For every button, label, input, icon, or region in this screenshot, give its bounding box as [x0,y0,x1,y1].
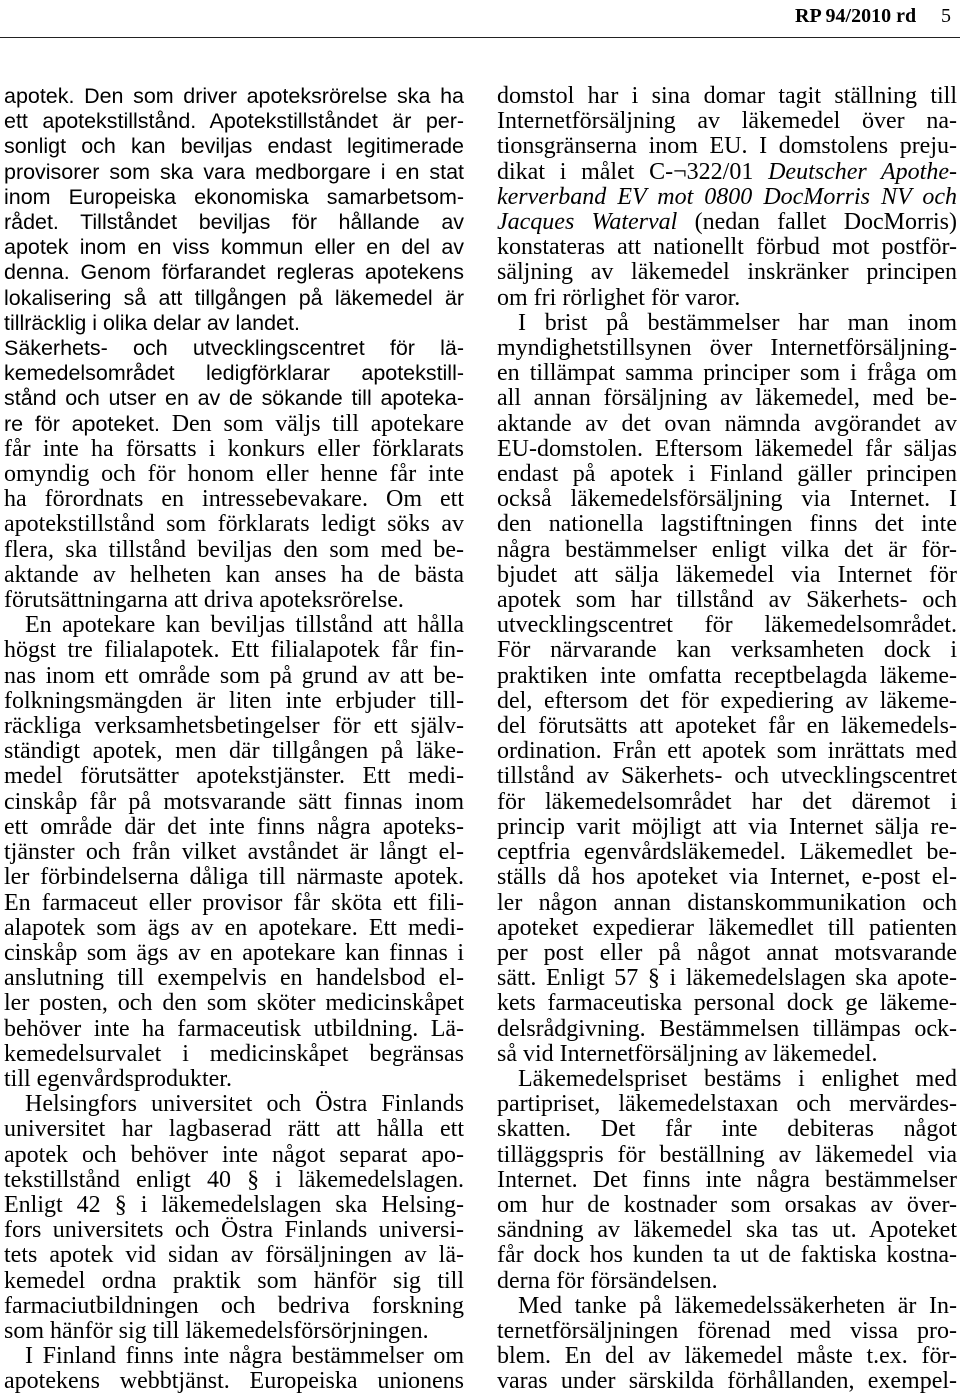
text-segment: domstol har i sina domar tagit ställning till [497,83,957,109]
text-line [4,916,464,941]
text-segment: apotekstillstånd som förklarats ledigt söks av [4,511,464,538]
text-segment: En apotekare kan beviljas tillstånd att hålla [25,612,464,639]
text-line [497,865,957,890]
text-line [4,1294,464,1319]
text-line [4,664,464,689]
text-segment: förutsättningarna att driva apoteksrörelse. [4,587,404,614]
text-line [4,1269,464,1294]
text-line [497,84,957,109]
text-segment: konstateras att nationellt förbud mot postför- [497,234,957,261]
text-segment: partipriset, läkemedelstaxan och mervärdes- [497,1091,957,1118]
text-segment: apotek inom en viss kommun eller en del av [4,235,464,260]
text-line [497,739,957,764]
text-line [4,134,464,159]
text-segment: denna. Genom förfarandet regleras apotekens [4,260,464,285]
text-segment: endast på apotek i Finland gäller principen [497,461,957,488]
emphasis-segment: Deutscher Apothe- [768,158,957,185]
text-line [4,638,464,663]
text-segment: cinskåp får på motsvarande sätt finnas inom [4,788,464,815]
text-line [4,613,464,638]
document-reference: RP 94/2010 rd [795,5,917,27]
text-segment: om fri rörlighet för varor. [497,284,741,311]
paragraph [497,1067,957,1294]
text-line [497,840,957,865]
text-line [497,160,957,185]
text-line [497,1218,957,1243]
text-segment: sonligt och kan beviljas endast legitimerade [4,134,464,159]
text-line [4,714,464,739]
text-line [4,815,464,840]
text-line [497,1243,957,1268]
text-segment: får dock hos kunden ta ut de faktiska kostna- [497,1242,957,1269]
paragraph [4,84,464,336]
text-line [4,1344,464,1369]
text-segment: fors universitets och Östra Finlands universi- [4,1217,464,1244]
text-line [4,739,464,764]
text-line [4,109,464,134]
text-segment: ler posten, och den som sköter medicinskåpet [4,990,464,1017]
text-segment: cinskåp som ägs av en apotekare kan finnas i [4,939,464,966]
text-line [4,1117,464,1142]
text-line [497,311,957,336]
text-segment: anslutning till exempelvis en handelsbod el- [4,965,464,992]
text-line [497,336,957,361]
text-segment: en tillämpat samma principer som i fråga om [497,360,957,387]
text-segment: EU-domstolen. Eftersom läkemedel får säljas [497,435,957,462]
text-segment: ställs då hos apoteket via Internet, e-post el- [497,864,957,891]
text-segment: del, eftersom det för expediering av läkeme- [497,687,957,714]
text-line [497,664,957,689]
text-line [497,109,957,134]
text-segment: praktiken inte omfatta receptbelagda läkeme- [497,662,957,689]
text-line [4,941,464,966]
text-line [497,790,957,815]
text-segment: omyndig och för honom eller henne får inte [4,461,464,488]
text-line [497,412,957,437]
text-line [497,1168,957,1193]
emphasis-segment: Jacques Waterval [497,209,678,236]
header-rule [0,37,960,38]
text-segment: Internetförsäljning av läkemedel över na- [497,108,957,135]
text-line [4,790,464,815]
paragraph [4,1344,464,1394]
text-line [497,588,957,613]
text-segment: provisorer som ska vara medborgare i en stat [4,159,464,184]
text-line [4,1243,464,1268]
text-segment: ordination. Från ett apotek som inrättats med [497,738,957,765]
text-line [497,1294,957,1319]
text-segment: får inte ha försatts i konkurs eller förklarats [4,435,464,462]
text-segment: bjudet att sälja läkemedel via Internet för [497,561,957,588]
text-line [497,185,957,210]
text-segment: ständigt apotek, men där tillgången på läke- [4,738,464,765]
text-segment: För närvarande kan verksamheten dock i [497,637,957,664]
text-line [497,437,957,462]
text-segment: derna för försändelsen. [497,1267,718,1294]
text-line [4,412,464,437]
text-segment: ler någon annan distanskommunikation och [497,889,957,916]
text-segment: räckliga verksamhetsbetingelser för ett själv- [4,713,464,740]
text-segment: blem. En del av läkemedel måste t.ex. för- [497,1343,957,1370]
text-segment: för läkemedelsområdet har det däremot i [497,788,957,815]
text-segment: Helsingfors universitet och Östra Finlands [25,1091,464,1118]
text-line [4,1017,464,1042]
text-segment: kemedel ordna praktik som hänför sig till [4,1267,464,1294]
text-segment: universitet har lagbaserad rätt att hålla ett [4,1116,464,1143]
text-segment: lokalisering så att tillgången på läkemedel är [4,285,464,310]
text-line [497,1017,957,1042]
text-line [4,588,464,613]
text-segment: Säkerhets- och utvecklingscentret för lä- [4,336,464,361]
text-line [4,1092,464,1117]
text-segment: rådet. Tillståndet beviljas för hållande av [4,210,464,235]
text-line [497,134,957,159]
text-segment: tjänster och från vilket avståndet är långt el- [4,839,464,866]
text-segment: kemedelsurvalet i medicinskåpet begränsas [4,1040,464,1067]
text-segment: apoteket expedierar läkemedlet till patienten [497,914,957,941]
text-segment: tilläggspris för beställning av läkemedel via [497,1141,957,1168]
text-line [4,336,464,361]
text-segment: del förutsätts att apoteket får en läkemedels- [497,713,957,740]
text-line [497,361,957,386]
text-segment: I Finland finns inte några bestämmelser om [25,1343,464,1370]
text-line [4,1143,464,1168]
text-segment: princip varit möjligt att via Internet sälja re- [497,813,957,840]
text-segment: tillstånd av Säkerhets- och utvecklingscentret [497,763,957,790]
paragraph [4,336,464,613]
text-line [497,1319,957,1344]
text-segment: kemedelsområdet ledigförklarar apotekstill- [4,361,464,386]
text-line [4,991,464,1016]
text-segment: (nedan fallet DocMorris) [677,209,957,236]
text-line [4,1319,464,1344]
text-segment: flera, ska tillstånd beviljas den som med be- [4,536,464,563]
text-column-left [4,84,464,1395]
text-line [497,487,957,512]
text-line [4,311,464,336]
text-line [497,512,957,537]
text-segment: apotek. Den som driver apoteksrörelse ska ha [4,84,464,108]
text-line [497,462,957,487]
text-segment: stånd och utser en av de sökande till apoteka- [4,386,464,411]
text-segment: Enligt 42 § i läkemedelslagen ska Helsing- [4,1191,464,1218]
text-line [4,462,464,487]
text-segment: till egenvårdsprodukter. [4,1065,232,1092]
text-segment: apotek och behöver inte något separat apo- [4,1141,464,1168]
paragraph [4,1092,464,1344]
text-line [497,235,957,260]
text-segment: behöver inte ha farmaceutisk utbildning. Lä- [4,1015,464,1042]
text-line [497,815,957,840]
text-line [497,1193,957,1218]
text-segment: Med tanke på läkemedelssäkerheten är In- [518,1292,957,1319]
text-line [497,210,957,235]
text-line [497,286,957,311]
text-line [4,840,464,865]
text-line [497,613,957,638]
text-line [497,1143,957,1168]
text-segment: re för apoteket. [4,411,160,436]
text-line [4,185,464,210]
text-line [497,891,957,916]
text-line [497,966,957,991]
text-segment: ett apotekstillstånd. Apotekstillståndet är per- [4,109,464,134]
text-segment: I brist på bestämmelser har man inom [518,309,957,336]
text-line [497,1092,957,1117]
text-line [497,1344,957,1369]
emphasis-segment: kerverband EV mot 0800 DocMorris NV och [497,183,957,210]
text-segment: som hänför sig till läkemedelsförsörjningen. [4,1317,429,1344]
text-line [497,1269,957,1294]
text-segment: den nationella lagstiftningen finns det inte [497,511,957,538]
paragraph [497,311,957,1067]
page-number: 5 [941,5,951,27]
text-line [4,1168,464,1193]
text-line [497,941,957,966]
text-line [497,1369,957,1394]
text-line [497,1067,957,1092]
text-line [497,714,957,739]
text-segment: säljning av läkemedel inskränker principen [497,259,957,286]
text-line [4,563,464,588]
text-segment: ternetförsäljningen förenad med vissa pro- [497,1317,957,1344]
text-segment: farmaciutbildningen och bedriva forskning [4,1292,464,1319]
text-segment: Läkemedelspriset bestäms i enlighet med [518,1065,957,1092]
text-segment: utvecklingscentret för läkemedelsområdet. [497,612,957,639]
text-line [4,386,464,411]
text-line [4,538,464,563]
text-segment: delsrådgivning. Bestämmelsen tillämpas ock- [497,1015,957,1042]
text-line [4,210,464,235]
text-line [4,84,464,109]
text-segment: sändning av läkemedel ska tas ut. Apoteket [497,1217,957,1244]
text-segment: dikat i målet C-¬322/01 [497,158,769,185]
text-segment: folkningsmängden är liten inte erbjuder till- [4,687,464,714]
text-line [497,916,957,941]
text-line [4,512,464,537]
text-line [4,260,464,285]
text-segment: tekstillstånd enligt 40 § i läkemedelslagen. [4,1166,464,1193]
text-segment: några bestämmelser enligt vilka det är för- [497,536,957,563]
text-segment: sätt. Enligt 57 § i läkemedelslagen ska apote- [497,965,957,992]
paragraph [4,613,464,1092]
paragraph [497,1294,957,1395]
text-segment: per post eller på något annat motsvarande [497,939,957,966]
text-segment: tillräcklig i olika delar av landet. [4,310,300,335]
text-segment: medel förutsätter apotekstjänster. Ett medi- [4,763,464,790]
text-segment: ha förordnats en intressebevakare. Om ett [4,486,464,513]
text-segment: ceptfria egenvårdsläkemedel. Läkemedlet be- [497,839,957,866]
text-line [4,1193,464,1218]
text-segment: högst tre filialapotek. Ett filialapotek får fin- [4,637,464,664]
paragraph [497,84,957,311]
text-segment: tets apotek vid sidan av försäljningen av lä- [4,1242,464,1269]
text-line [497,1042,957,1067]
text-line [4,160,464,185]
text-segment: Internet. Det finns inte några bestämmelser [497,1166,957,1193]
text-segment: aktande av det ovan nämnda avgörandet av [497,410,957,437]
text-line [4,1042,464,1067]
text-segment: apotek som har tillstånd av Säkerhets- och [497,587,957,614]
text-line [497,563,957,588]
text-line [497,538,957,563]
text-line [4,966,464,991]
text-line [497,260,957,285]
text-segment: kets farmaceutiska personal dock ge läkeme- [497,990,957,1017]
text-line [4,361,464,386]
text-line [497,764,957,789]
text-line [4,764,464,789]
text-segment: tionsgränserna inom EU. I domstolens preju- [497,133,957,160]
text-line [4,1218,464,1243]
text-line [497,386,957,411]
text-line [4,286,464,311]
text-segment: Den som väljs till apotekare [159,410,465,437]
text-line [4,437,464,462]
text-line [4,891,464,916]
text-segment: inom Europeiska ekonomiska samarbetsom- [4,184,464,209]
text-segment: ler förbindelserna dåliga till närmaste apotek. [4,864,464,891]
text-segment: om hur de kostnader som orsakas av över- [497,1191,957,1218]
text-line [4,689,464,714]
text-line [4,235,464,260]
text-segment: varas under särskilda förhållanden, exempel- [497,1368,957,1395]
text-segment: all annan försäljning av läkemedel, med be- [497,385,957,412]
text-line [497,638,957,663]
text-segment: också läkemedelsförsäljning via Internet. I [497,486,957,513]
text-segment: skatten. Det får inte debiteras något [497,1116,957,1143]
text-line [497,991,957,1016]
text-line [4,865,464,890]
text-line [497,1117,957,1142]
text-segment: så vid Internetförsäljning av läkemedel. [497,1040,878,1067]
text-segment: aktande av helheten kan anses ha de bästa [4,561,464,588]
text-segment: nas inom ett område som på grund av att be- [4,662,464,689]
text-segment: ett område där det inte finns några apoteks- [4,813,464,840]
text-segment: apotekens webbtjänst. Europeiska unionens [4,1368,464,1395]
text-segment: alapotek som ägs av en apotekare. Ett medi- [4,914,464,941]
text-line [4,1369,464,1394]
text-line [497,689,957,714]
text-column-right [497,84,957,1395]
text-segment: En farmaceut eller provisor får sköta ett fili- [4,889,464,916]
text-line [4,1067,464,1092]
text-segment: myndighetstillsynen över Internetförsäljning- [497,335,957,362]
text-line [4,487,464,512]
